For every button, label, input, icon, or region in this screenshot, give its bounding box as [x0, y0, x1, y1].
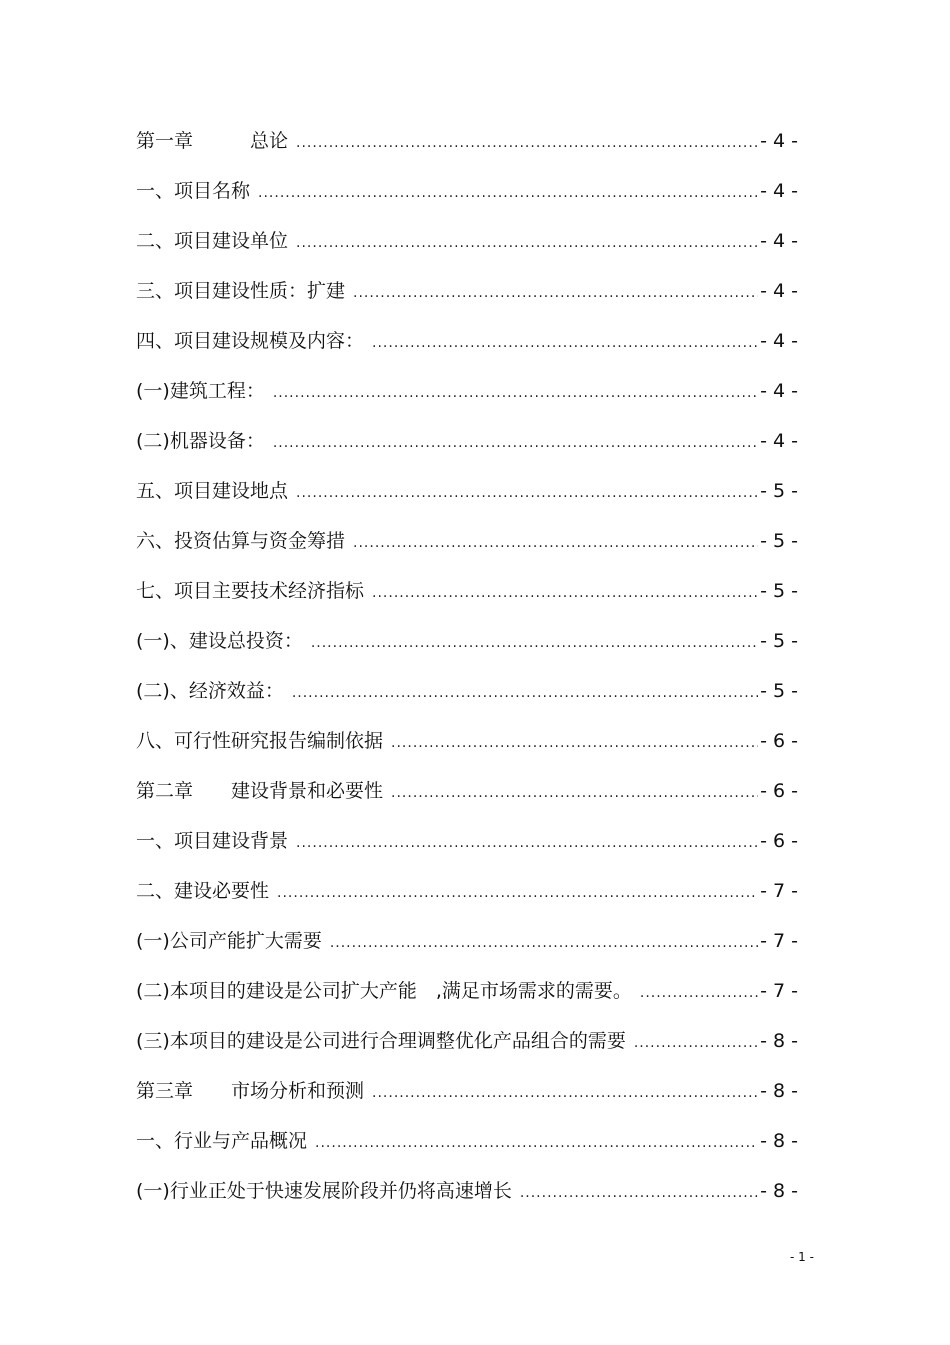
toc-entry-label: 五、项目建设地点: [136, 480, 289, 502]
toc-entry-page: - 5 -: [760, 630, 798, 652]
toc-entry-label: 一、项目名称: [136, 180, 251, 202]
toc-leader-dots: [273, 428, 758, 458]
toc-entry-page: - 4 -: [760, 280, 798, 302]
toc-entry-page: - 6 -: [760, 780, 798, 802]
page-number: - 1 -: [790, 1250, 814, 1264]
toc-entry[interactable]: [136, 976, 798, 1026]
toc-entry[interactable]: [136, 826, 798, 876]
toc-entry[interactable]: [136, 426, 798, 476]
toc-leader-dots: [277, 878, 758, 908]
toc-entry-page: - 8 -: [760, 1080, 798, 1102]
toc-entry-label: (二)本项目的建设是公司扩大产能 ,满足市场需求的需要。: [136, 980, 632, 1002]
toc-leader-dots: [296, 128, 758, 158]
toc-entry-page: - 8 -: [760, 1030, 798, 1052]
toc-leader-dots: [292, 678, 758, 708]
toc-leader-dots: [296, 828, 758, 858]
toc-entry-label: (一)、建设总投资：: [136, 630, 303, 652]
toc-entry-page: - 6 -: [760, 830, 798, 852]
toc-entry-page: - 8 -: [760, 1180, 798, 1202]
toc-entry[interactable]: [136, 326, 798, 376]
toc-entry-label: (三)本项目的建设是公司进行合理调整优化产品组合的需要: [136, 1030, 626, 1052]
toc-entry-page: - 4 -: [760, 230, 798, 252]
toc-entry[interactable]: [136, 226, 798, 276]
toc-entry-page: - 8 -: [760, 1130, 798, 1152]
toc-entry-page: - 7 -: [760, 880, 798, 902]
toc-entry[interactable]: [136, 176, 798, 226]
toc-entry-label: (二)、经济效益：: [136, 680, 284, 702]
toc-entry[interactable]: [136, 1126, 798, 1176]
toc-entry[interactable]: [136, 1076, 798, 1126]
toc-entry-label: 三、项目建设性质：扩建: [136, 280, 346, 302]
toc-entry-page: - 4 -: [760, 180, 798, 202]
toc-entry[interactable]: [136, 876, 798, 926]
toc-leader-dots: [315, 1128, 758, 1158]
toc-entry-page: - 5 -: [760, 580, 798, 602]
toc-leader-dots: [273, 378, 758, 408]
toc-entry[interactable]: [136, 776, 798, 826]
toc-entry[interactable]: [136, 376, 798, 426]
toc-entry-label: 一、行业与产品概况: [136, 1130, 308, 1152]
toc-leader-dots: [520, 1178, 758, 1208]
toc-leader-dots: [640, 978, 758, 1008]
toc-entry-label: (一)公司产能扩大需要: [136, 930, 322, 952]
toc-entry[interactable]: [136, 926, 798, 976]
toc-entry-page: - 7 -: [760, 930, 798, 952]
toc-entry-label: 第二章 建设背景和必要性: [136, 780, 384, 802]
table-of-contents: [136, 126, 798, 1226]
toc-entry-label: 八、可行性研究报告编制依据: [136, 730, 384, 752]
toc-entry-label: 一、项目建设背景: [136, 830, 289, 852]
toc-entry-label: (一)建筑工程：: [136, 380, 265, 402]
toc-entry[interactable]: [136, 276, 798, 326]
toc-entry[interactable]: [136, 676, 798, 726]
toc-leader-dots: [330, 928, 758, 958]
toc-entry-label: 二、建设必要性: [136, 880, 270, 902]
toc-entry-page: - 5 -: [760, 480, 798, 502]
toc-leader-dots: [634, 1028, 758, 1058]
toc-leader-dots: [391, 778, 758, 808]
toc-entry-page: - 4 -: [760, 380, 798, 402]
toc-entry-page: - 4 -: [760, 430, 798, 452]
toc-entry-page: - 5 -: [760, 530, 798, 552]
toc-entry-page: - 6 -: [760, 730, 798, 752]
toc-entry-page: - 5 -: [760, 680, 798, 702]
toc-entry-label: 四、项目建设规模及内容：: [136, 330, 365, 352]
toc-leader-dots: [311, 628, 758, 658]
toc-entry-page: - 4 -: [760, 130, 798, 152]
toc-entry[interactable]: [136, 126, 798, 176]
toc-leader-dots: [258, 178, 758, 208]
toc-entry-label: 六、投资估算与资金筹措: [136, 530, 346, 552]
toc-leader-dots: [296, 478, 758, 508]
toc-entry[interactable]: [136, 1176, 798, 1226]
toc-entry-label: (一)行业正处于快速发展阶段并仍将高速增长: [136, 1180, 512, 1202]
toc-leader-dots: [353, 278, 758, 308]
toc-entry-label: 七、项目主要技术经济指标: [136, 580, 365, 602]
toc-entry[interactable]: [136, 526, 798, 576]
toc-entry-page: - 4 -: [760, 330, 798, 352]
toc-entry[interactable]: [136, 576, 798, 626]
toc-entry-label: 第三章 市场分析和预测: [136, 1080, 365, 1102]
toc-entry-label: 二、项目建设单位: [136, 230, 289, 252]
toc-entry-page: - 7 -: [760, 980, 798, 1002]
toc-entry[interactable]: [136, 1026, 798, 1076]
toc-entry[interactable]: [136, 476, 798, 526]
toc-leader-dots: [372, 1078, 758, 1108]
toc-entry[interactable]: [136, 626, 798, 676]
toc-leader-dots: [353, 528, 758, 558]
toc-entry-label: (二)机器设备：: [136, 430, 265, 452]
toc-leader-dots: [372, 328, 758, 358]
toc-entry-label: 第一章 总论: [136, 130, 289, 152]
toc-leader-dots: [296, 228, 758, 258]
toc-leader-dots: [391, 728, 758, 758]
toc-leader-dots: [372, 578, 758, 608]
toc-entry[interactable]: [136, 726, 798, 776]
